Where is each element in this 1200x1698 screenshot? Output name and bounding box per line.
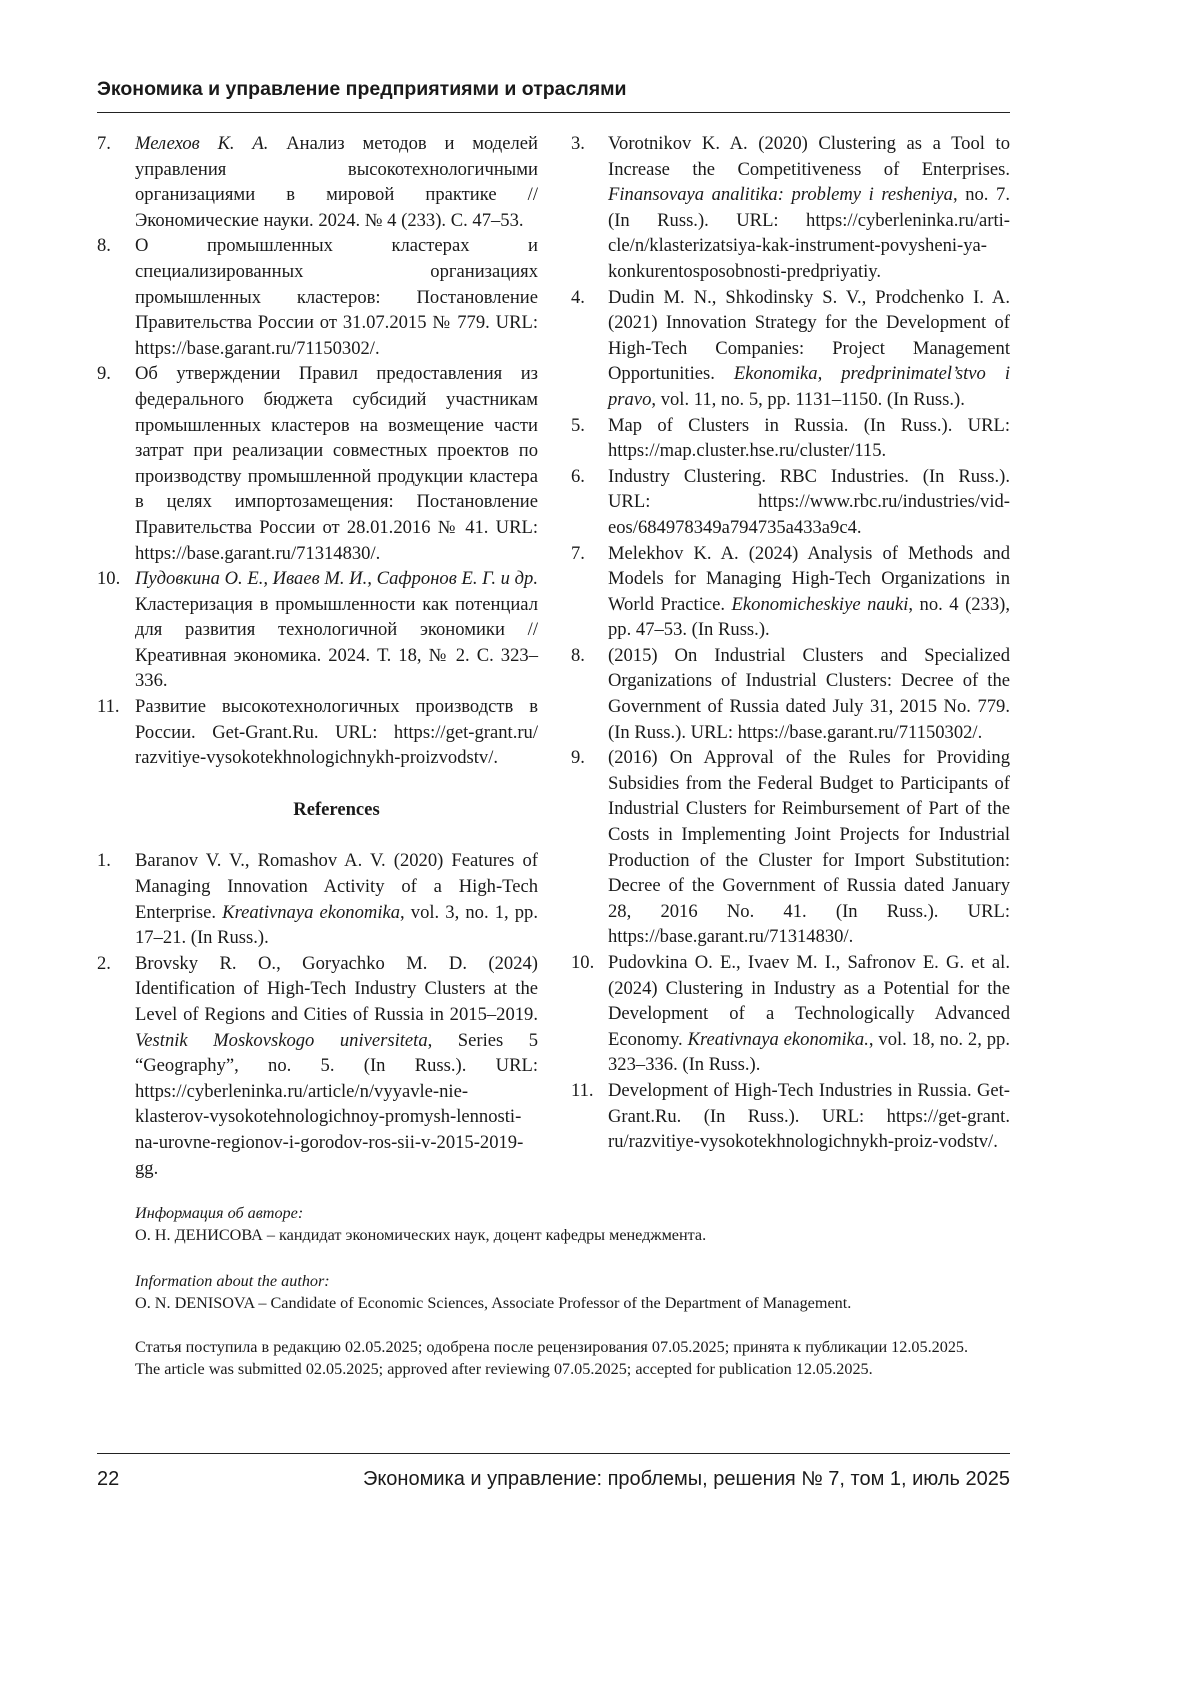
author-info — [135, 1202, 1015, 1380]
dates-en: The article was submitted 02.05.2025; approved after reviewing 07.05.2025; accepted for publication 12.05.2025. — [135, 1358, 1015, 1380]
reference-item — [571, 131, 1010, 285]
reference-text — [608, 464, 1010, 541]
right-column — [571, 131, 1010, 1155]
reference-italic-part: Пудовкина О. Е., Иваев М. И., Сафронов Е. Г. и др. — [135, 568, 538, 589]
reference-text — [608, 413, 1010, 464]
reference-part: , no. 4 (233), pp. 47–53. (In Russ.). — [608, 594, 1010, 641]
dates-ru: Статья поступила в редакцию 02.05.2025; одобрена после рецензирования 07.05.2025; принята к публикации 12.05.2025. — [135, 1336, 1015, 1358]
running-head: Экономика и управление предприятиями и отраслями — [97, 78, 1010, 101]
reference-number: 11. — [571, 1078, 608, 1155]
reference-item — [97, 233, 538, 361]
reference-part: О промышленных кластерах и специализированных организациях промышленных кластеров: Постановление Правительства России от 31.07.2015 № 779. URL: https://base.garant.ru/71150302/. — [135, 235, 538, 358]
reference-part: Об утверждении Правил предоставления из федерального бюджета субсидий участникам промышленных кластеров на возмещение части затрат при реализации совместных проектов по производству промышленной продукции кластера в целях импортозамещения: Постановление Правительства России от 28.01.2016 № 41. URL: https://base.garant.ru/71314830/. — [135, 363, 538, 563]
reference-text — [608, 131, 1010, 285]
reference-part: Pudovkina O. E., Ivaev M. I., Safronov E. G. et al. (2024) Clustering in Industry as a Potential for the Development of a Technologically Advanced Economy. — [608, 952, 1010, 1050]
reference-part: , vol. 18, no. 2, pp. 323–336. (In Russ.). — [608, 1029, 1010, 1076]
reference-italic-part: Finansovaya analitika: problemy i resheniya — [608, 184, 953, 205]
reference-item — [571, 413, 1010, 464]
reference-part: Baranov V. V., Romashov A. V. (2020) Features of Managing Innovation Activity of a High-Tech Enterprise. — [135, 850, 538, 922]
reference-text — [135, 361, 538, 566]
reference-item — [571, 285, 1010, 413]
reference-text — [135, 233, 538, 361]
journal-issue: Экономика и управление: проблемы, решения № 7, том 1, июль 2025 — [363, 1468, 1010, 1491]
reference-item — [571, 643, 1010, 745]
reference-number: 5. — [571, 413, 608, 464]
reference-item — [97, 951, 538, 1181]
reference-part: (2016) On Approval of the Rules for Providing Subsidies from the Federal Budget to Participants of Industrial Clusters for Reimbursement of Part of the Costs in Implementing Joint Projects for Industrial Production of the Cluster for Import Substitution: Decree of the Government of Russia dated January 28, 2016 No. 41. (In Russ.). URL: https://base.garant.ru/71314830/. — [608, 747, 1010, 947]
reference-number: 9. — [571, 745, 608, 950]
author-info-ru-label: Информация об авторе: — [135, 1204, 303, 1222]
reference-italic-part: Ekonomicheskiye nauki — [732, 594, 909, 615]
reference-item — [97, 566, 538, 694]
reference-italic-part: Мелехов К. А. — [135, 133, 268, 154]
author-info-ru-text: О. Н. ДЕНИСОВА – кандидат экономических наук, доцент кафедры менеджмента. — [135, 1224, 1015, 1246]
reference-part: , vol. 11, no. 5, pp. 1131–1150. (In Russ.). — [651, 389, 965, 410]
header-rule — [97, 112, 1010, 113]
reference-number: 10. — [97, 566, 135, 694]
reference-part: Industry Clustering. RBC Industries. (In Russ.). URL: https://www.rbc.ru/industries/vid-eos/684978349a794735a433a9c4. — [608, 466, 1010, 538]
reference-number: 6. — [571, 464, 608, 541]
reference-text — [135, 848, 538, 950]
reference-item — [97, 848, 538, 950]
reference-part: Melekhov K. A. (2024) Analysis of Methods and Models for Managing High-Tech Organizations in World Practice. — [608, 543, 1010, 615]
reference-text — [608, 745, 1010, 950]
reference-part: Развитие высокотехнологичных производств в России. Get-Grant.Ru. URL: https://get-grant.ru/ razvitiye-vysokotekhnologichnykh-proizvodstv/. — [135, 696, 538, 768]
reference-number: 11. — [97, 694, 135, 771]
reference-italic-part: Kreativnaya ekonomika — [222, 902, 400, 923]
reference-number: 7. — [97, 131, 135, 233]
en-reference-list-right — [571, 131, 1010, 1155]
reference-part: Vorotnikov K. A. (2020) Clustering as a Tool to Increase the Competitiveness of Enterprises. — [608, 133, 1010, 180]
reference-part: , no. 7. (In Russ.). URL: https://cyberleninka.ru/arti-cle/n/klasterizatsiya-kak-instrument-povysheni-ya-konkurentosposobnosti-predpriyatiy. — [608, 184, 1010, 282]
reference-text — [135, 694, 538, 771]
reference-part: , Series 5 “Geography”, no. 5. (In Russ.). URL: https://cyberleninka.ru/article/n/vyyavle-nie-klasterov-vysokotehnologichnoy-promysh-lennosti-na-urovne-regionov-i-gorodov-ros-sii-v-2015-2019-gg. — [135, 1030, 538, 1179]
reference-italic-part: Ekonomika, predprinimatel’stvo i pravo — [608, 363, 1010, 410]
reference-item — [571, 541, 1010, 643]
en-reference-list-left — [97, 848, 538, 1181]
reference-item — [571, 464, 1010, 541]
reference-text — [135, 951, 538, 1181]
reference-part: Map of Clusters in Russia. (In Russ.). URL: https://map.cluster.hse.ru/cluster/115. — [608, 415, 1010, 462]
reference-part: Анализ методов и моделей управления высокотехнологичными организациями в мировой практике // Экономические науки. 2024. № 4 (233). С. 47–53. — [135, 133, 538, 231]
reference-item — [571, 950, 1010, 1078]
reference-number: 1. — [97, 848, 135, 950]
reference-number: 4. — [571, 285, 608, 413]
reference-italic-part: Kreativnaya ekonomika. — [688, 1029, 869, 1050]
ru-reference-list — [97, 131, 538, 771]
reference-italic-part: Vestnik Moskovskogo universiteta — [135, 1030, 428, 1051]
reference-number: 3. — [571, 131, 608, 285]
reference-item — [97, 131, 538, 233]
reference-text — [608, 950, 1010, 1078]
footer-rule — [97, 1453, 1010, 1454]
reference-number: 8. — [571, 643, 608, 745]
reference-part: , vol. 3, no. 1, pp. 17–21. (In Russ.). — [135, 902, 538, 949]
reference-item — [571, 1078, 1010, 1155]
page-number: 22 — [97, 1468, 119, 1491]
author-info-en-label: Information about the author: — [135, 1272, 330, 1290]
reference-item — [571, 745, 1010, 950]
reference-item — [97, 694, 538, 771]
author-info-en-text: O. N. DENISOVA – Candidate of Economic Sciences, Associate Professor of the Department of Management. — [135, 1292, 1015, 1314]
reference-number: 2. — [97, 951, 135, 1181]
reference-part: (2015) On Industrial Clusters and Specialized Organizations of Industrial Clusters: Decree of the Government of Russia dated July 31, 2015 No. 779. (In Russ.). URL: https://base.garant.ru/71150302/. — [608, 645, 1010, 743]
reference-number: 7. — [571, 541, 608, 643]
reference-part: Dudin M. N., Shkodinsky S. V., Prodchenko I. A. (2021) Innovation Strategy for the Development of High-Tech Companies: Project Management Opportunities. — [608, 287, 1010, 385]
reference-number: 10. — [571, 950, 608, 1078]
reference-text — [608, 541, 1010, 643]
reference-text — [608, 643, 1010, 745]
reference-item — [97, 361, 538, 566]
reference-part: Development of High-Tech Industries in Russia. Get-Grant.Ru. (In Russ.). URL: https://get-grant. ru/razvitiye-vysokotekhnologichnykh-proiz-vodstv/. — [608, 1080, 1010, 1152]
reference-part: Brovsky R. O., Goryachko M. D. (2024) Identification of High-Tech Industry Clusters at the Level of Regions and Cities of Russia in 2015–2019. — [135, 953, 538, 1025]
reference-text — [135, 566, 538, 694]
page-footer — [97, 1468, 1010, 1491]
left-column — [97, 131, 538, 1181]
reference-text — [608, 1078, 1010, 1155]
reference-part: Кластеризация в промышленности как потенциал для развития технологичной экономики // Креативная экономика. 2024. Т. 18, № 2. С. 323–336. — [135, 594, 538, 692]
reference-text — [135, 131, 538, 233]
reference-number: 8. — [97, 233, 135, 361]
reference-text — [608, 285, 1010, 413]
reference-number: 9. — [97, 361, 135, 566]
references-heading: References — [135, 797, 538, 823]
